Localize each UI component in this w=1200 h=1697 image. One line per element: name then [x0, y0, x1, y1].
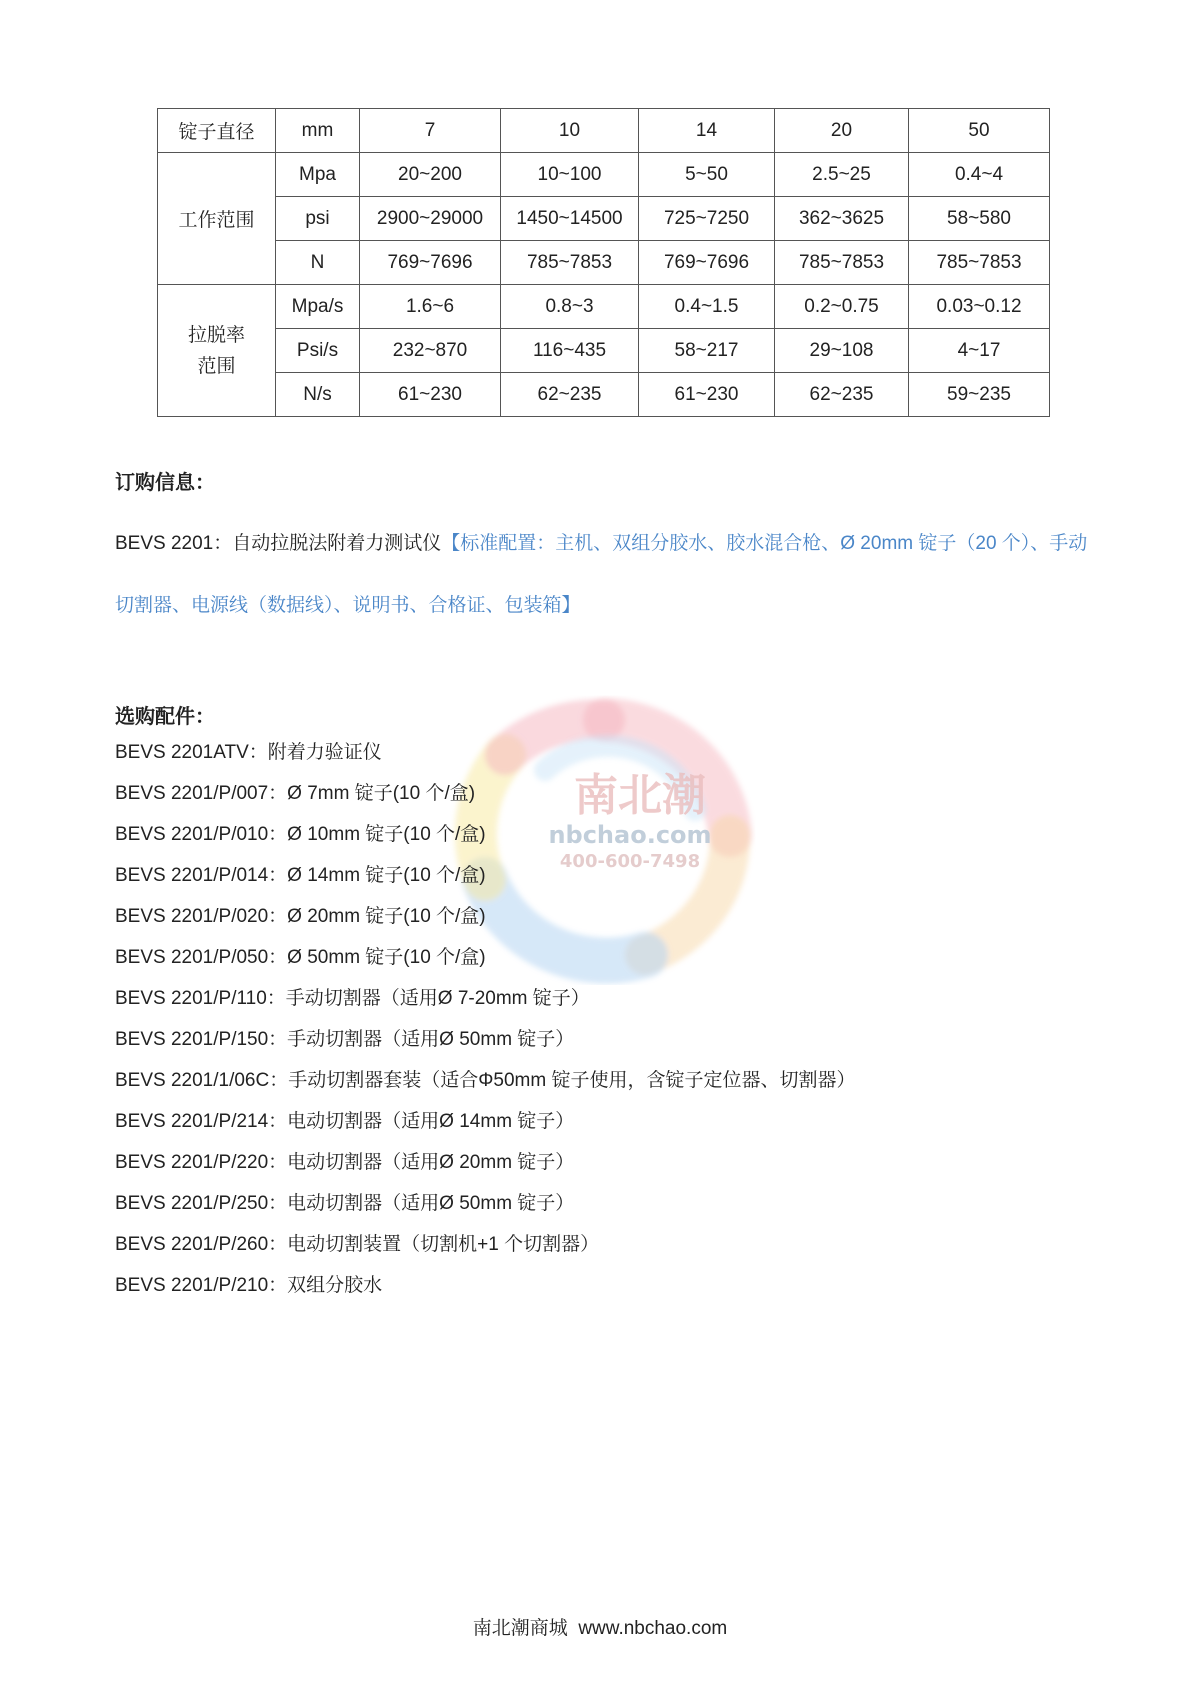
watermark-brand: 南北潮 — [574, 770, 706, 821]
value-cell: 2.5~25 — [775, 153, 909, 197]
value-cell: 20~200 — [360, 153, 501, 197]
unit-cell: psi — [276, 197, 360, 241]
value-cell: 61~230 — [639, 373, 775, 417]
pull-rate-label — [188, 320, 245, 382]
list-item: BEVS 2201/P/110：手动切割器（适用Ø 7-20mm 锭子） — [115, 988, 590, 1009]
diameter-cell: 14 — [639, 109, 775, 153]
unit-cell: mm — [276, 109, 360, 153]
list-item: BEVS 2201/P/007：Ø 7mm 锭子(10 个/盒) — [115, 783, 476, 804]
value-cell: 769~7696 — [639, 241, 775, 285]
value-cell: 0.8~3 — [501, 285, 639, 329]
value-cell: 4~17 — [909, 329, 1050, 373]
value-cell: 0.03~0.12 — [909, 285, 1050, 329]
diameter-cell: 50 — [909, 109, 1050, 153]
value-cell: 362~3625 — [775, 197, 909, 241]
list-item: BEVS 2201/P/050：Ø 50mm 锭子(10 个/盒) — [115, 947, 486, 968]
unit-cell: N — [276, 241, 360, 285]
list-item: BEVS 2201/P/210：双组分胶水 — [115, 1275, 383, 1296]
value-cell: 1.6~6 — [360, 285, 501, 329]
list-item: BEVS 2201ATV：附着力验证仪 — [115, 742, 382, 763]
value-cell: 29~108 — [775, 329, 909, 373]
table-row — [158, 197, 1050, 241]
spec-table — [157, 108, 1050, 417]
order-info-heading: 订购信息： — [115, 470, 215, 494]
accessories-list — [115, 732, 855, 1306]
value-cell: 232~870 — [360, 329, 501, 373]
value-cell: 0.4~4 — [909, 153, 1050, 197]
watermark-phone: 400-600-7498 — [559, 851, 701, 872]
value-cell: 0.4~1.5 — [639, 285, 775, 329]
list-item: BEVS 2201/P/150：手动切割器（适用Ø 50mm 锭子） — [115, 1029, 575, 1050]
list-item: BEVS 2201/P/220：电动切割器（适用Ø 20mm 锭子） — [115, 1152, 575, 1173]
unit-cell: Psi/s — [276, 329, 360, 373]
value-cell: 769~7696 — [360, 241, 501, 285]
value-cell: 785~7853 — [775, 241, 909, 285]
value-cell: 785~7853 — [501, 241, 639, 285]
value-cell: 62~235 — [501, 373, 639, 417]
table-row — [158, 285, 1050, 329]
value-cell: 59~235 — [909, 373, 1050, 417]
table-row — [158, 241, 1050, 285]
order-model: BEVS 2201：自动拉脱法附着力测试仪 — [115, 533, 442, 554]
value-cell: 725~7250 — [639, 197, 775, 241]
value-cell: 10~100 — [501, 153, 639, 197]
value-cell: 785~7853 — [909, 241, 1050, 285]
value-cell: 61~230 — [360, 373, 501, 417]
diameter-label-cell: 锭子直径 — [158, 109, 276, 153]
table-row — [158, 329, 1050, 373]
list-item: BEVS 2201/P/250：电动切割器（适用Ø 50mm 锭子） — [115, 1193, 575, 1214]
list-item: BEVS 2201/P/214：电动切割器（适用Ø 14mm 锭子） — [115, 1111, 575, 1132]
list-item: BEVS 2201/P/010：Ø 10mm 锭子(10 个/盒) — [115, 824, 486, 845]
table-header-row — [158, 109, 1050, 153]
pull-rate-label-cell — [158, 285, 276, 417]
value-cell: 62~235 — [775, 373, 909, 417]
list-item: BEVS 2201/P/014：Ø 14mm 锭子(10 个/盒) — [115, 865, 486, 886]
order-info-text — [115, 513, 1105, 637]
diameter-cell: 10 — [501, 109, 639, 153]
value-cell: 58~217 — [639, 329, 775, 373]
value-cell: 0.2~0.75 — [775, 285, 909, 329]
value-cell: 58~580 — [909, 197, 1050, 241]
pull-rate-label-line2: 范围 — [197, 354, 236, 377]
diameter-cell: 7 — [360, 109, 501, 153]
list-item: BEVS 2201/P/260：电动切割装置（切割机+1 个切割器） — [115, 1234, 600, 1255]
unit-cell: N/s — [276, 373, 360, 417]
list-item: BEVS 2201/P/020：Ø 20mm 锭子(10 个/盒) — [115, 906, 486, 927]
page-footer: 南北潮商城 www.nbchao.com — [472, 1618, 728, 1639]
table-row — [158, 373, 1050, 417]
value-cell: 116~435 — [501, 329, 639, 373]
value-cell: 1450~14500 — [501, 197, 639, 241]
list-item: BEVS 2201/1/06C：手动切割器套装（适合Φ50mm 锭子使用，含锭子定位器、切割器） — [115, 1070, 856, 1091]
watermark-domain: nbchao.com — [548, 821, 712, 849]
unit-cell: Mpa/s — [276, 285, 360, 329]
value-cell: 2900~29000 — [360, 197, 501, 241]
pull-rate-label-line1: 拉脱率 — [187, 323, 245, 346]
unit-cell: Mpa — [276, 153, 360, 197]
working-range-label-cell: 工作范围 — [158, 153, 276, 285]
table-row — [158, 153, 1050, 197]
standard-config: 【标准配置：主机、双组分胶水、胶水混合枪、Ø 20mm 锭子（20 个）、手动切割器、电源线（数据线）、说明书、合格证、包装箱】 — [115, 533, 1088, 616]
value-cell: 5~50 — [639, 153, 775, 197]
accessories-heading: 选购配件： — [115, 704, 215, 728]
diameter-cell: 20 — [775, 109, 909, 153]
